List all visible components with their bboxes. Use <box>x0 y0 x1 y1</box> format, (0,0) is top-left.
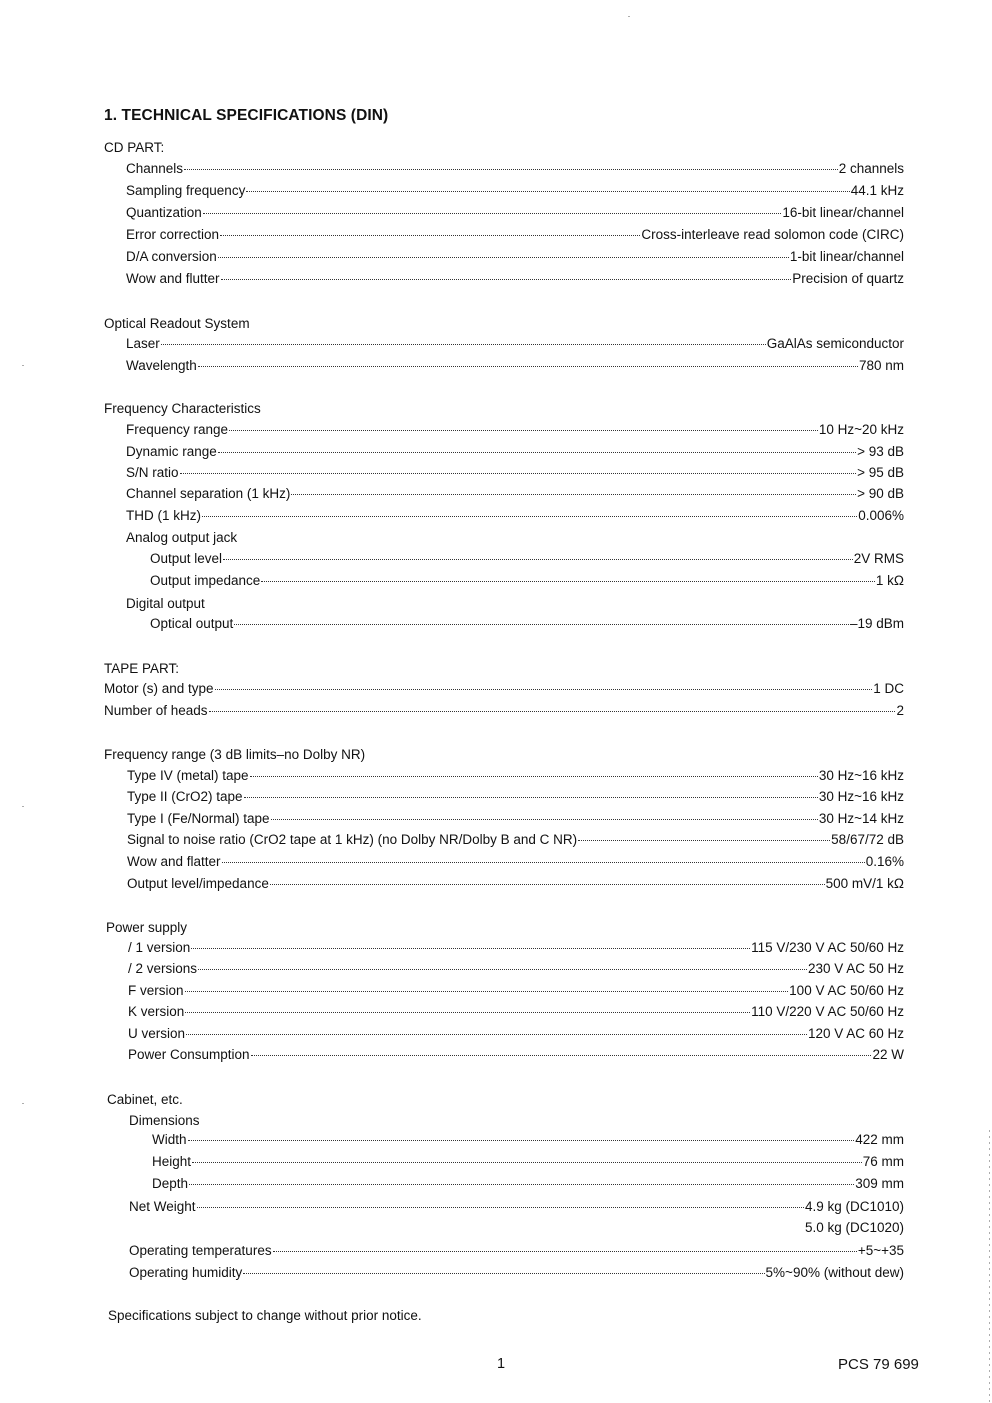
spec-label: / 1 version <box>128 940 191 955</box>
spec-label: Channel separation (1 kHz) <box>126 486 291 501</box>
tape-part-heading: TAPE PART: <box>104 661 180 676</box>
spec-label: Type II (CrO2) tape <box>127 789 243 804</box>
spec-row-power-consumption <box>128 1046 904 1064</box>
dot-leader <box>180 473 857 474</box>
spec-row-operating-temperatures <box>129 1242 904 1260</box>
spec-value: 44.1 kHz <box>850 183 904 198</box>
analog-output-heading: Analog output jack <box>126 530 238 545</box>
spec-label: F version <box>128 983 184 998</box>
dot-leader <box>246 191 849 192</box>
spec-row-signal-to-noise <box>127 831 904 849</box>
spec-label: D/A conversion <box>126 249 217 264</box>
spec-value: 1 DC <box>873 681 904 696</box>
spec-row-tape-wow-flatter <box>127 853 904 871</box>
spec-row-optical-output <box>150 615 904 633</box>
spec-row-da-conversion <box>126 248 904 266</box>
spec-value: > 90 dB <box>857 486 904 501</box>
spec-label: Output level/impedance <box>127 876 269 891</box>
dot-leader <box>218 452 856 453</box>
spec-row-thd <box>126 507 904 525</box>
spec-value: 1-bit linear/channel <box>789 249 904 264</box>
dot-leader <box>221 279 792 280</box>
spec-value: 30 Hz~16 kHz <box>818 768 904 783</box>
spec-label: Operating humidity <box>129 1265 243 1280</box>
spec-value: 76 mm <box>862 1154 904 1169</box>
spec-value: > 95 dB <box>857 465 904 480</box>
spec-row-dynamic-range <box>126 443 904 461</box>
spec-row-output-impedance <box>150 572 904 590</box>
spec-label: Type I (Fe/Normal) tape <box>127 811 270 826</box>
spec-value: 422 mm <box>855 1132 904 1147</box>
tape-frequency-range-heading: Frequency range (3 dB limits–no Dolby NR) <box>104 747 366 762</box>
dot-leader <box>220 235 640 236</box>
spec-label: Output impedance <box>150 573 261 588</box>
spec-row-height <box>152 1153 904 1171</box>
spec-row-number-of-heads <box>104 702 904 720</box>
spec-value: Precision of quartz <box>792 271 904 286</box>
dot-leader <box>270 884 825 885</box>
spec-row-wavelength <box>126 357 904 375</box>
dot-leader <box>161 344 766 345</box>
spec-label: Sampling frequency <box>126 183 246 198</box>
dot-leader <box>192 1162 862 1163</box>
dot-leader <box>203 213 782 214</box>
dot-leader <box>234 624 849 625</box>
spec-value: 0.16% <box>865 854 904 869</box>
dot-leader <box>271 819 818 820</box>
dot-leader <box>218 257 789 258</box>
dot-leader <box>251 1055 872 1056</box>
digital-output-heading: Digital output <box>126 596 205 611</box>
spec-row-output-level-impedance <box>127 875 904 893</box>
spec-label: Net Weight <box>129 1199 196 1214</box>
spec-value: 780 nm <box>858 358 904 373</box>
dot-leader <box>222 862 865 863</box>
spec-row-depth <box>152 1175 904 1193</box>
cd-part-heading: CD PART: <box>104 140 165 155</box>
spec-label: Width <box>152 1132 187 1147</box>
spec-value: 5%~90% (without dew) <box>765 1265 904 1280</box>
dot-leader <box>250 776 818 777</box>
spec-value: GaAlAs semiconductor <box>766 336 904 351</box>
spec-value: 30 Hz~16 kHz <box>818 789 904 804</box>
dot-leader <box>197 1207 804 1208</box>
frequency-characteristics-heading: Frequency Characteristics <box>104 401 261 416</box>
disclaimer-note: Specifications subject to change without prior notice. <box>108 1308 422 1323</box>
spec-value: 2V RMS <box>853 551 904 566</box>
spec-label: Channels <box>126 161 184 176</box>
spec-row-type-ii-tape <box>127 788 904 806</box>
dot-leader <box>198 366 858 367</box>
spec-row-type-iv-tape <box>127 767 904 785</box>
spec-row-f-version <box>128 982 904 1000</box>
spec-row-operating-humidity <box>129 1264 904 1282</box>
spec-label: Power Consumption <box>128 1047 250 1062</box>
spec-label: U version <box>128 1026 186 1041</box>
spec-label: Dynamic range <box>126 444 217 459</box>
dot-leader <box>215 689 873 690</box>
dot-leader <box>273 1251 857 1252</box>
scan-edge-artifact <box>989 1130 990 1403</box>
spec-row-version-2 <box>128 960 904 978</box>
spec-label: Laser <box>126 336 160 351</box>
spec-row-channels <box>126 160 904 178</box>
power-supply-heading: Power supply <box>106 920 188 935</box>
page-title: 1. TECHNICAL SPECIFICATIONS (DIN) <box>104 107 389 124</box>
spec-label: Depth <box>152 1176 189 1191</box>
spec-label: Output level <box>150 551 223 566</box>
spec-row-error-correction <box>126 226 904 244</box>
dot-leader <box>578 840 830 841</box>
spec-value: –19 dBm <box>849 616 904 631</box>
net-weight-alt-value: 5.0 kg (DC1020) <box>804 1220 904 1235</box>
dot-leader <box>261 581 875 582</box>
spec-value: 100 V AC 50/60 Hz <box>789 983 904 998</box>
spec-label: Type IV (metal) tape <box>127 768 249 783</box>
spec-value: 1 kΩ <box>875 573 904 588</box>
dot-leader <box>243 1273 764 1274</box>
spec-row-sampling-frequency <box>126 182 904 200</box>
spec-row-motor-type <box>104 680 904 698</box>
spec-row-output-level <box>150 550 904 568</box>
dot-leader <box>202 516 857 517</box>
dot-leader <box>209 711 896 712</box>
spec-row-u-version <box>128 1025 904 1043</box>
spec-label: / 2 versions <box>128 961 198 976</box>
spec-value: 0.006% <box>858 508 904 523</box>
spec-value: 4.9 kg (DC1010) <box>804 1199 904 1214</box>
spec-label: K version <box>128 1004 185 1019</box>
spec-row-net-weight <box>129 1198 904 1216</box>
scan-speck <box>22 1103 24 1104</box>
spec-label: THD (1 kHz) <box>126 508 201 523</box>
spec-row-wow-flutter <box>126 270 904 288</box>
optical-readout-heading: Optical Readout System <box>104 316 250 331</box>
document-code: PCS 79 699 <box>838 1356 919 1373</box>
dot-leader <box>291 494 856 495</box>
spec-label: Frequency range <box>126 422 229 437</box>
spec-value: Cross-interleave read solomon code (CIRC) <box>641 227 904 242</box>
spec-value: 120 V AC 60 Hz <box>807 1026 904 1041</box>
spec-value: 58/67/72 dB <box>831 832 904 847</box>
spec-label: Signal to noise ratio (CrO2 tape at 1 kHz) (no Dolby NR/Dolby B and C NR) <box>127 832 578 847</box>
spec-row-sn-ratio <box>126 464 904 482</box>
spec-row-type-i-tape <box>127 810 904 828</box>
spec-value: > 93 dB <box>857 444 904 459</box>
spec-label: Height <box>152 1154 192 1169</box>
spec-label: S/N ratio <box>126 465 179 480</box>
dot-leader <box>198 969 807 970</box>
spec-value: 230 V AC 50 Hz <box>807 961 904 976</box>
spec-row-quantization <box>126 204 904 222</box>
spec-value: 309 mm <box>855 1176 904 1191</box>
dot-leader <box>188 1140 855 1141</box>
dot-leader <box>244 797 818 798</box>
spec-row-width <box>152 1131 904 1149</box>
spec-value: 22 W <box>872 1047 904 1062</box>
spec-row-frequency-range <box>126 421 904 439</box>
spec-label: Optical output <box>150 616 234 631</box>
scan-speck <box>22 365 24 366</box>
spec-value: 30 Hz~14 kHz <box>818 811 904 826</box>
dot-leader <box>186 1034 807 1035</box>
page-number: 1 <box>497 1356 506 1372</box>
spec-label: Error correction <box>126 227 220 242</box>
scan-speck <box>628 16 630 17</box>
spec-label: Wow and flutter <box>126 271 220 286</box>
cabinet-heading: Cabinet, etc. <box>107 1092 183 1107</box>
spec-value: +5~+35 <box>857 1243 904 1258</box>
spec-value: 110 V/220 V AC 50/60 Hz <box>751 1004 904 1019</box>
dot-leader <box>223 559 853 560</box>
dot-leader <box>185 991 789 992</box>
spec-value: 2 channels <box>838 161 904 176</box>
spec-value: 16-bit linear/channel <box>782 205 904 220</box>
spec-label: Number of heads <box>104 703 208 718</box>
dot-leader <box>189 1184 854 1185</box>
scan-speck <box>22 806 24 807</box>
dot-leader <box>229 430 818 431</box>
spec-value: 115 V/230 V AC 50/60 Hz <box>751 940 904 955</box>
spec-label: Wavelength <box>126 358 197 373</box>
dimensions-heading: Dimensions <box>129 1113 200 1128</box>
spec-label: Motor (s) and type <box>104 681 214 696</box>
spec-value: 10 Hz~20 kHz <box>818 422 904 437</box>
dot-leader <box>184 169 838 170</box>
spec-row-version-1 <box>128 939 904 957</box>
dot-leader <box>185 1012 750 1013</box>
spec-label: Wow and flatter <box>127 854 221 869</box>
dot-leader <box>191 948 750 949</box>
spec-label: Quantization <box>126 205 202 220</box>
spec-row-laser <box>126 335 904 353</box>
spec-value: 500 mV/1 kΩ <box>825 876 904 891</box>
spec-label: Operating temperatures <box>129 1243 272 1258</box>
spec-row-channel-separation <box>126 485 904 503</box>
spec-value: 2 <box>896 703 904 718</box>
spec-row-k-version <box>128 1003 904 1021</box>
